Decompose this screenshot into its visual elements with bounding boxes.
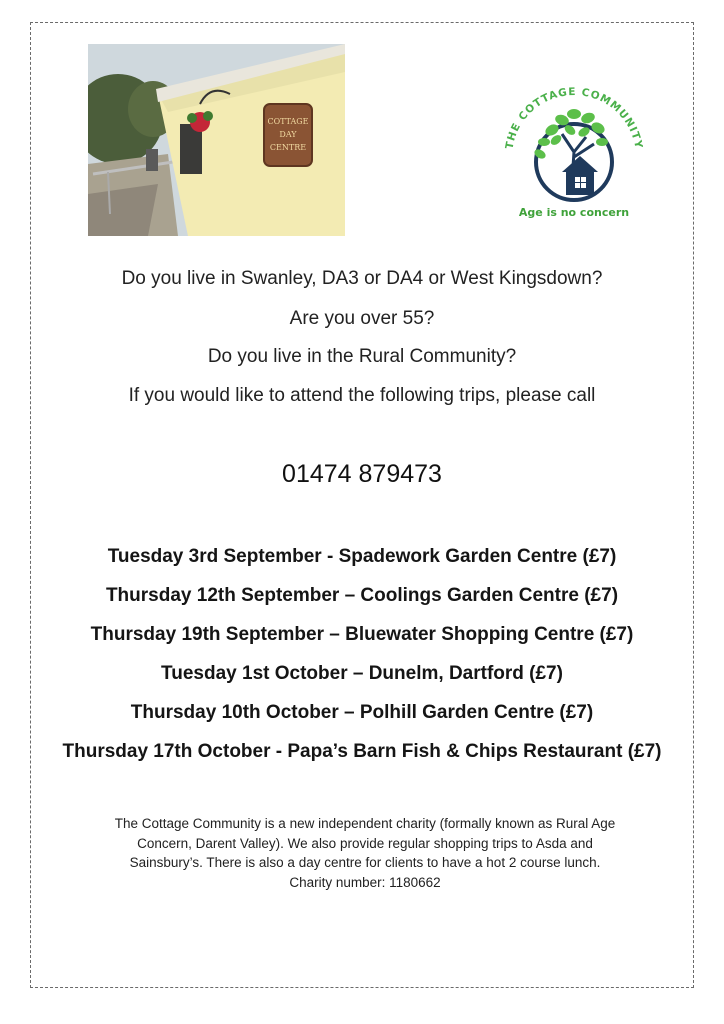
- sign-line-1: COTTAGE: [267, 117, 309, 126]
- footer-line: Sainsbury’s. There is also a day centre for clients to have a hot 2 course lunch.: [129, 855, 601, 870]
- trip-item: Thursday 19th September – Bluewater Shopping Centre (£7): [90, 624, 634, 645]
- call-instruction: If you would like to attend the following trips, please call: [128, 385, 596, 406]
- cottage-photo: [88, 44, 345, 236]
- logo-arc-text: THE COTTAGE COMMUNITY: [503, 85, 645, 151]
- question-location: Do you live in Swanley, DA3 or DA4 or West Kingsdown?: [121, 268, 603, 289]
- trip-item: Thursday 17th October - Papa’s Barn Fish & Chips Restaurant (£7): [62, 741, 662, 762]
- house-icon: [562, 156, 598, 195]
- tree-icon: [533, 109, 608, 160]
- trips-list: [0, 543, 724, 777]
- charity-number: Charity number: 1180662: [289, 874, 441, 890]
- trip-item: Tuesday 1st October – Dunelm, Dartford (£7): [161, 663, 563, 684]
- phone-number[interactable]: 01474 879473: [282, 460, 442, 488]
- trip-item: Thursday 12th September – Coolings Garden Centre (£7): [105, 585, 619, 606]
- question-rural: Do you live in the Rural Community?: [207, 346, 517, 367]
- trip-item: Thursday 10th October – Polhill Garden Centre (£7): [130, 702, 594, 723]
- logo-tagline: Age is no concern: [518, 206, 630, 219]
- sign-line-3: CENTRE: [269, 143, 307, 152]
- charity-info: [70, 814, 660, 892]
- trip-item: Tuesday 3rd September - Spadework Garden Centre (£7): [107, 546, 617, 567]
- footer-line: The Cottage Community is a new independent charity (formally known as Rural Age: [114, 816, 616, 831]
- footer-line: Concern, Darent Valley). We also provide regular shopping trips to Asda and: [137, 835, 593, 851]
- question-age: Are you over 55?: [289, 308, 435, 329]
- sign-line-2: DAY: [279, 130, 297, 139]
